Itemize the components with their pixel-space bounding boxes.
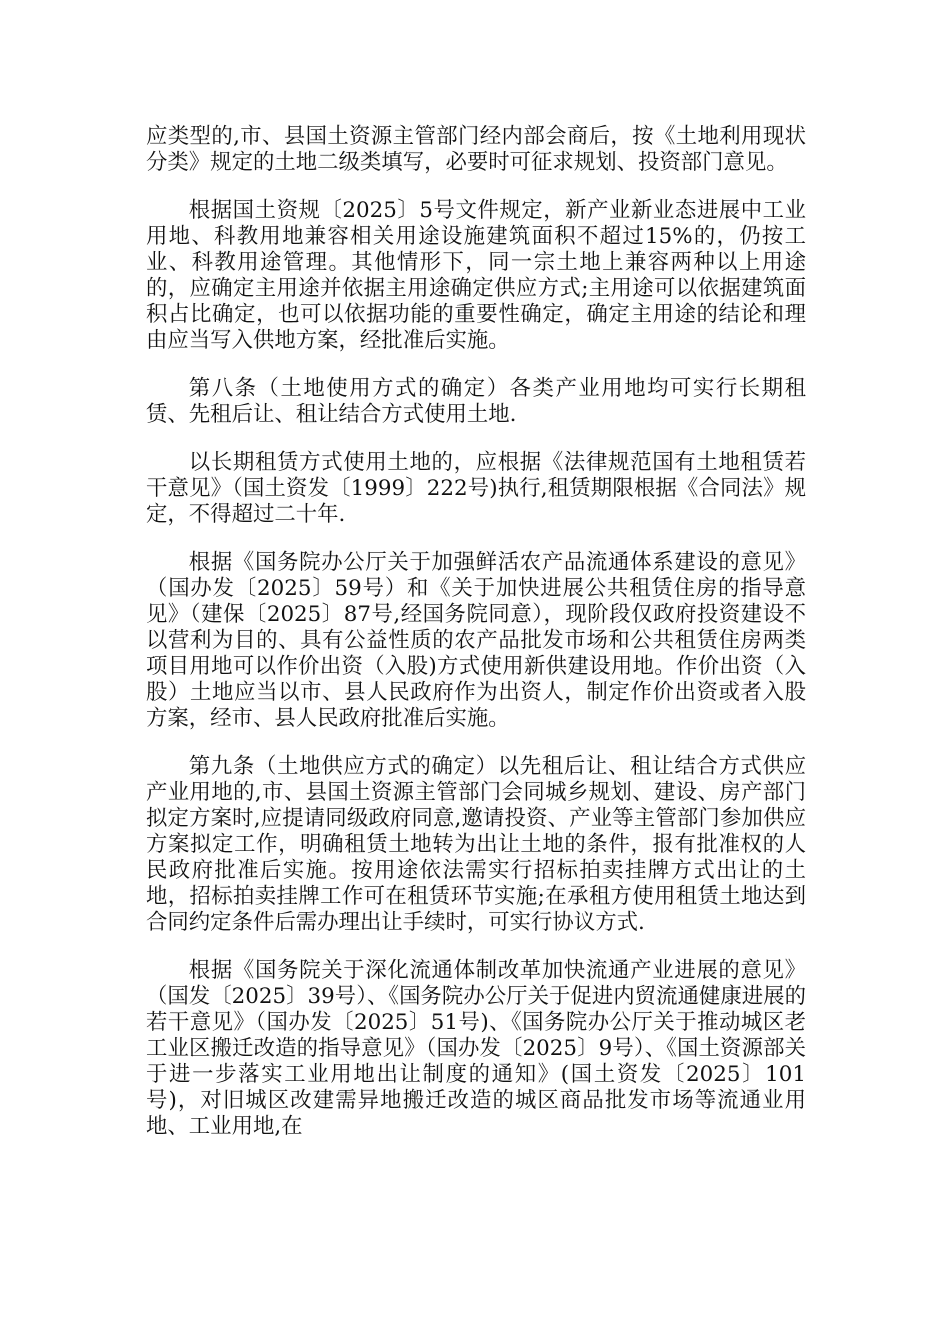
paragraph-4: 以长期租赁方式使用土地的，应根据《法律规范国有土地租赁若干意见》（国土资发〔1999〕222号)执行,租赁期限根据《合同法》规定，不得超过二十年. (146, 450, 806, 527)
paragraph-7: 根据《国务院关于深化流通体制改革加快流通产业进展的意见》（国发〔2025〕39号）、《国务院办公厅关于促进内贸流通健康进展的若干意见》（国办发〔2025〕51号)、《国务院办公厅关于推动城区老工业区搬迁改造的指导意见》（国办发〔2025〕9号）、《国土资源部关于进一步落实工业用地出让制度的通知》(国土资发〔2025〕101号)，对旧城区改建需异地搬迁改造的城区商品批发市场等流通业用地、工业用地,在 (146, 958, 806, 1139)
paragraph-article-8: 第八条（土地使用方式的确定）各类产业用地均可实行长期租赁、先租后让、租让结合方式使用土地. (146, 376, 806, 427)
paragraph-5: 根据《国务院办公厅关于加强鲜活农产品流通体系建设的意见》（国办发〔2025〕59号）和《关于加快进展公共租赁住房的指导意见》（建保〔2025〕87号,经国务院同意），现阶段仅政府投资建设不以营利为目的、具有公益性质的农产品批发市场和公共租赁住房两类项目用地可以作价出资（入股)方式使用新供建设用地。作价出资（入股）土地应当以市、县人民政府作为出资人，制定作价出资或者入股方案，经市、县人民政府批准后实施。 (146, 550, 806, 731)
paragraph-2: 根据国土资规〔2025〕5号文件规定，新产业新业态进展中工业用地、科教用地兼容相关用途设施建筑面积不超过15%的，仍按工业、科教用途管理。其他情形下，同一宗土地上兼容两种以上用途的，应确定主用途并依据主用途确定供应方式;主用途可以依据建筑面积占比确定，也可以依据功能的重要性确定，确定主用途的结论和理由应当写入供地方案，经批准后实施。 (146, 198, 806, 353)
document-page (146, 124, 806, 1162)
paragraph-article-9: 第九条（土地供应方式的确定）以先租后让、租让结合方式供应产业用地的,市、县国土资源主管部门会同城乡规划、建设、房产部门拟定方案时,应提请同级政府同意,邀请投资、产业等主管部门参加供应方案拟定工作，明确租赁土地转为出让土地的条件，报有批准权的人民政府批准后实施。按用途依法需实行招标拍卖挂牌方式出让的土地，招标拍卖挂牌工作可在租赁环节实施;在承租方使用租赁土地达到合同约定条件后需办理出让手续时，可实行协议方式. (146, 754, 806, 935)
paragraph-1: 应类型的,市、县国土资源主管部门经内部会商后，按《土地利用现状分类》规定的土地二级类填写，必要时可征求规划、投资部门意见。 (146, 124, 806, 175)
